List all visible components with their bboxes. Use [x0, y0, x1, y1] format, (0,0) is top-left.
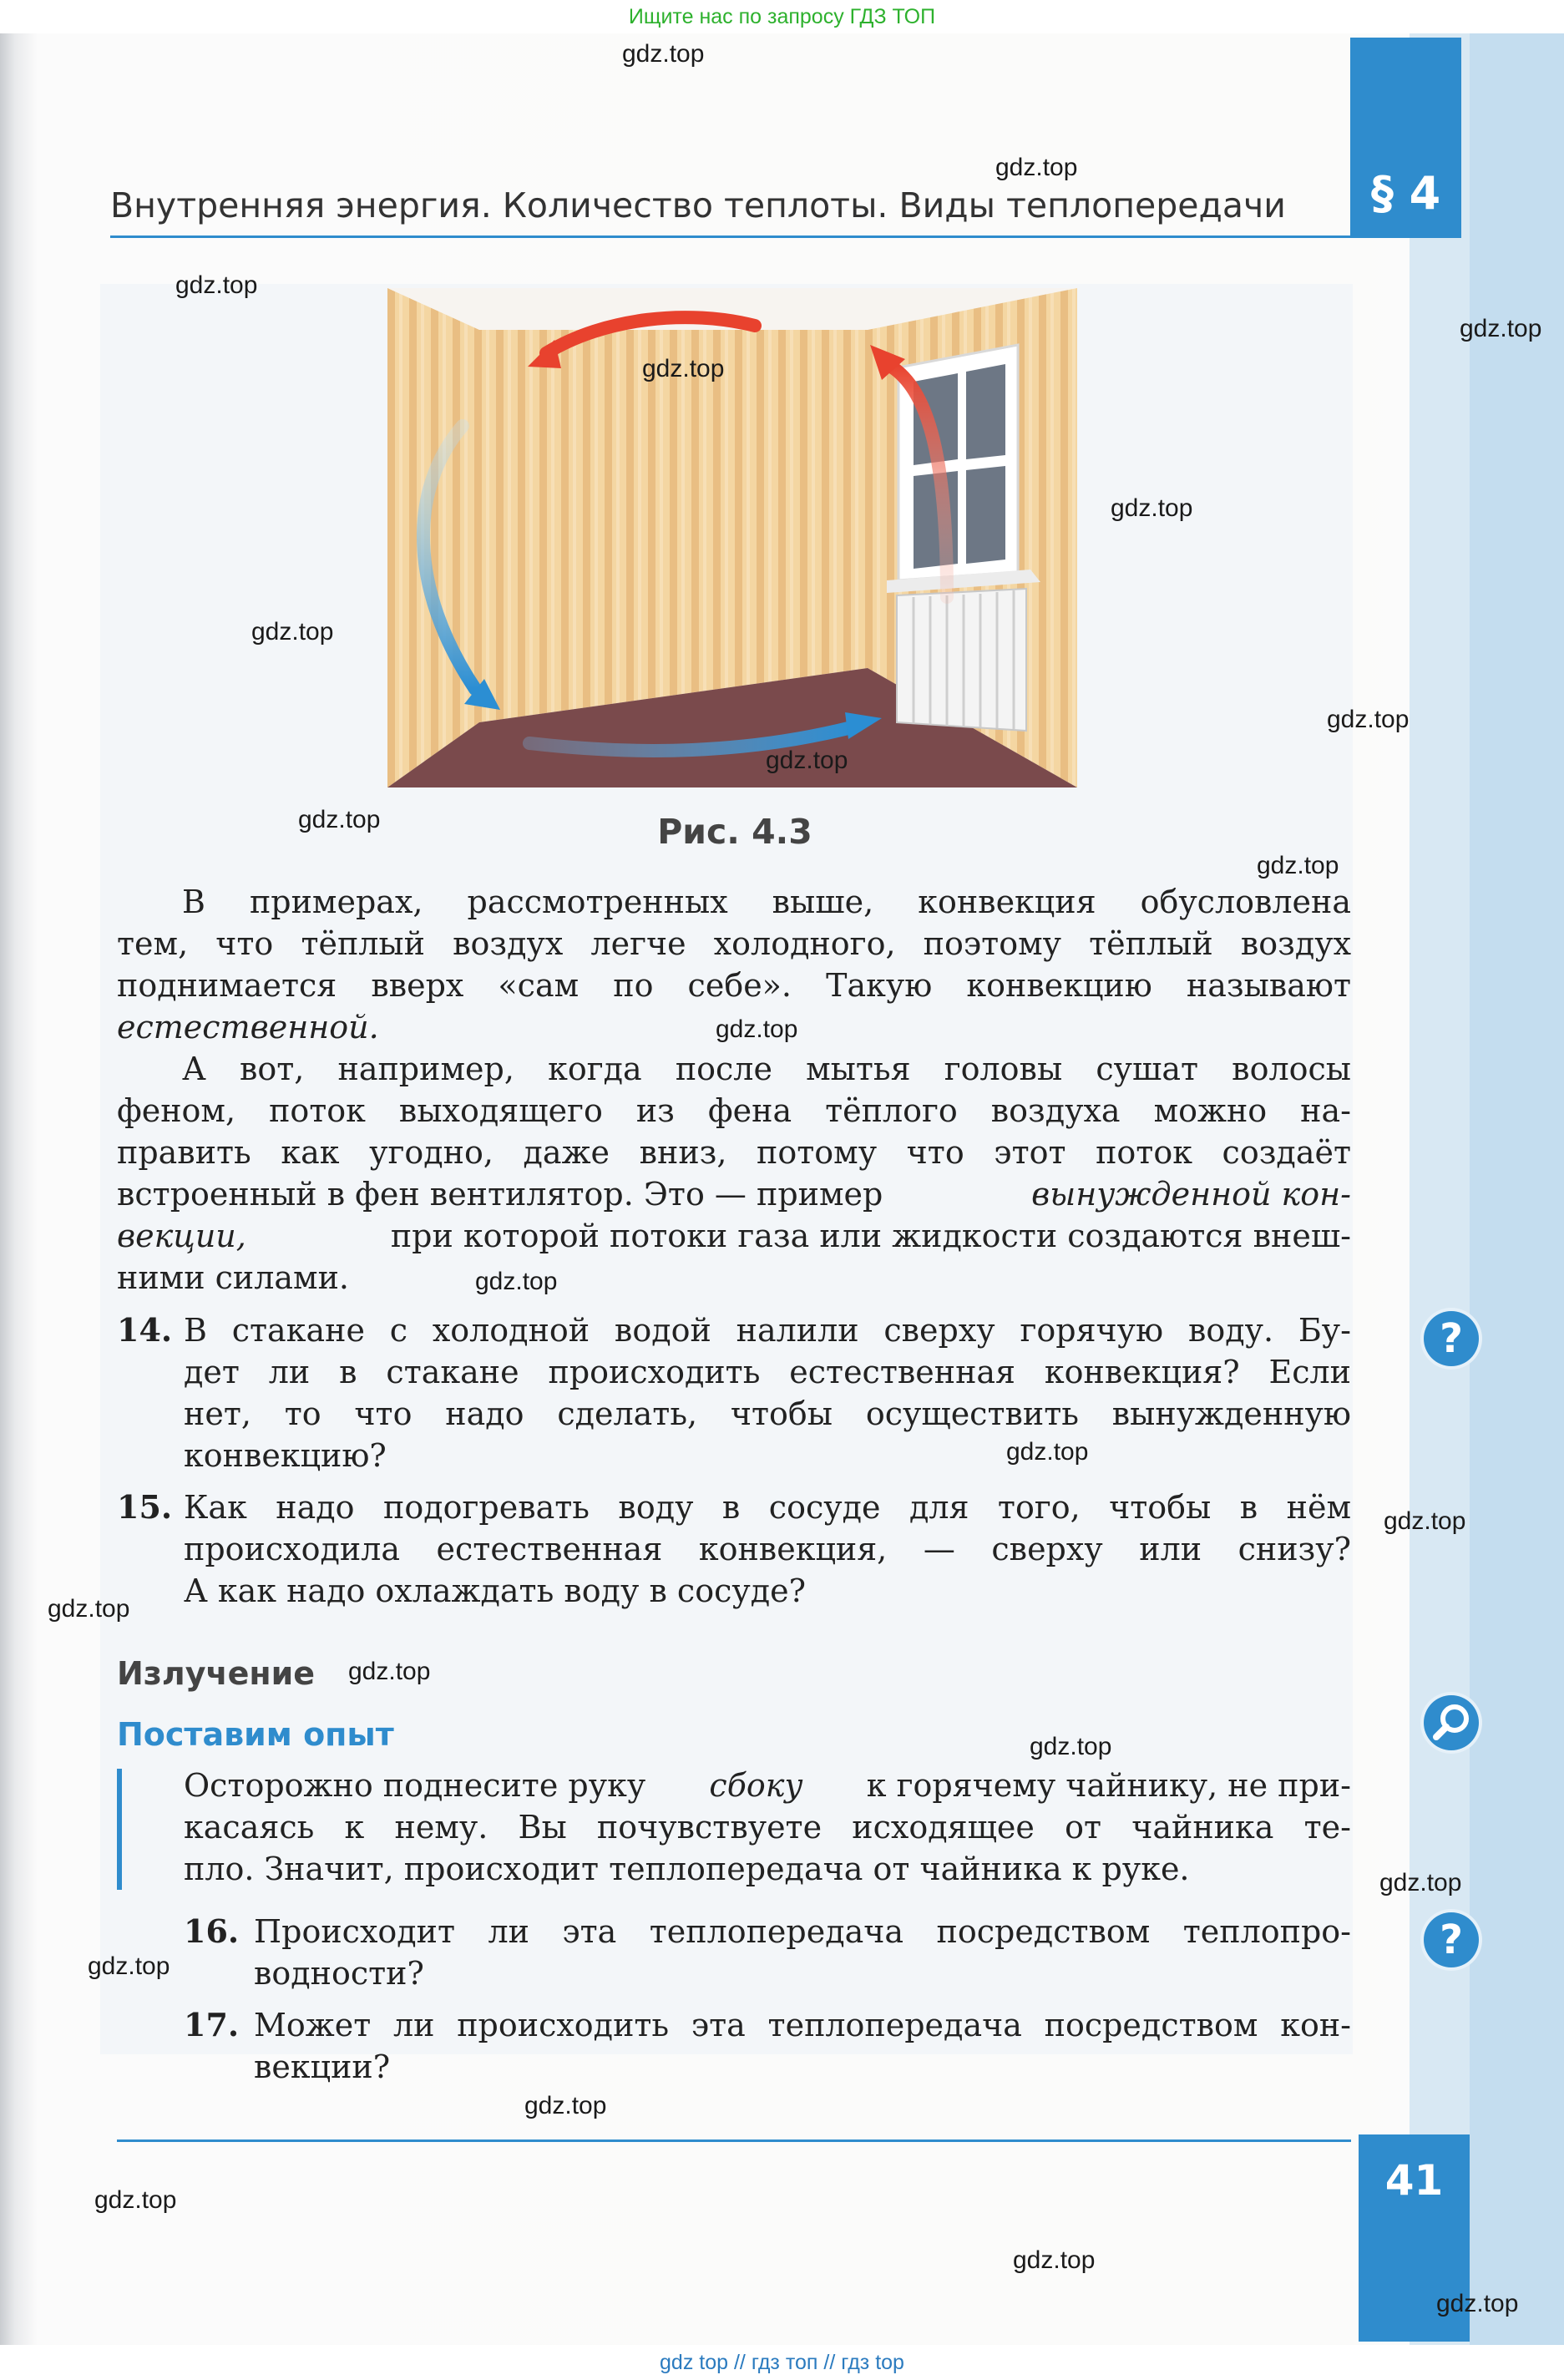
page-number: 41 — [1384, 2156, 1444, 2205]
text-span: встроенный в фен вентилятор. Это — пример — [117, 1176, 883, 1213]
section-tab — [1350, 38, 1461, 238]
footer-links[interactable]: gdz top // гдз топ // гдз top — [0, 2345, 1564, 2380]
question-number: 17. — [184, 2006, 240, 2043]
question-number: 14. — [117, 1311, 173, 1349]
bottom-divider — [117, 2139, 1351, 2142]
experiment-text — [184, 1765, 1351, 1890]
header-divider — [110, 235, 1350, 238]
text-span-italic: вынужденной кон- — [1031, 1176, 1351, 1213]
section-heading-radiation: Излучение — [117, 1655, 315, 1692]
watermark: gdz.top — [1030, 1733, 1112, 1760]
text-span: при которой потоки газа или жидкости создаются внеш- — [390, 1218, 1351, 1254]
watermark: gdz.top — [995, 154, 1078, 181]
text-line: касаясь к нему. Вы почувствуете исходящее от чайника те- — [184, 1809, 1351, 1846]
text-line: править как угодно, даже вниз, потому что этот поток создаёт — [117, 1134, 1351, 1171]
figure-caption: Рис. 4.3 — [657, 812, 812, 852]
watermark: gdz.top — [175, 271, 258, 299]
page-header-title: Внутренняя энергия. Количество теплоты. Виды теплопередачи — [110, 185, 1286, 225]
text-line: водности? — [254, 1955, 424, 1992]
text-line-italic: естественной. — [117, 1009, 379, 1046]
watermark: gdz.top — [1327, 706, 1410, 733]
text-line — [117, 1173, 1351, 1215]
watermark: gdz.top — [348, 1658, 431, 1685]
watermark: gdz.top — [1460, 315, 1542, 342]
watermark: gdz.top — [766, 747, 848, 774]
watermark: gdz.top — [475, 1268, 558, 1295]
text-span: Осторожно поднесите руку — [184, 1767, 646, 1804]
question-17 — [184, 2004, 1351, 2088]
watermark: gdz.top — [716, 1015, 798, 1043]
question-16 — [184, 1911, 1351, 1994]
question-icon: ? — [1424, 1311, 1479, 1366]
watermark: gdz.top — [1379, 1869, 1462, 1896]
text-line: феном, поток выходящего из фена тёплого воздуха можно на- — [117, 1092, 1351, 1129]
room-convection-figure — [387, 288, 1077, 787]
magnifier-icon — [1424, 1695, 1479, 1750]
question-icon: ? — [1424, 1912, 1479, 1967]
experiment-heading: Поставим опыт — [117, 1716, 394, 1753]
text-line: А вот, например, когда после мытья головы сушат волосы — [182, 1051, 1351, 1087]
experiment-bar — [117, 1769, 122, 1890]
watermark: gdz.top — [1111, 494, 1193, 522]
text-span-italic: векции, — [117, 1218, 246, 1254]
question-15 — [117, 1486, 1351, 1612]
text-line: Как надо подогревать воду в сосуде для того, чтобы в нём — [184, 1489, 1351, 1526]
text-line: Может ли происходить эта теплопередача посредством кон- — [254, 2007, 1351, 2043]
question-number: 15. — [117, 1488, 173, 1526]
text-line: Происходит ли эта теплопередача посредством теплопро- — [254, 1913, 1351, 1950]
watermark: gdz.top — [1013, 2246, 1096, 2274]
text-line: ними силами. — [117, 1259, 349, 1296]
watermark: gdz.top — [622, 40, 705, 68]
text-line: поднимается вверх «сам по себе». Такую конвекцию называют — [117, 967, 1351, 1004]
text-line: А как надо охлаждать воду в сосуде? — [184, 1572, 806, 1609]
text-line: В примерах, рассмотренных выше, конвекция обусловлена — [182, 884, 1351, 920]
text-line — [117, 1215, 1351, 1257]
watermark: gdz.top — [524, 2092, 607, 2119]
text-line — [184, 1765, 1351, 1806]
watermark: gdz.top — [642, 355, 725, 382]
text-line: происходила естественная конвекция, — сверху или снизу? — [184, 1531, 1351, 1567]
watermark: gdz.top — [94, 2186, 177, 2214]
watermark: gdz.top — [48, 1595, 130, 1623]
radiator — [897, 589, 1026, 731]
watermark: gdz.top — [1257, 852, 1339, 879]
watermark: gdz.top — [1436, 2290, 1519, 2317]
page-edge-strip-dark — [1470, 33, 1564, 2355]
text-line: пло. Значит, происходит теплопередача от чайника к руке. — [184, 1851, 1190, 1887]
text-line: тем, что тёплый воздух легче холодного, поэтому тёплый воздух — [117, 925, 1351, 962]
text-line: В стакане с холодной водой налили сверху горячую воду. Бу- — [184, 1312, 1351, 1349]
watermark: gdz.top — [251, 618, 334, 646]
text-span: к горячему чайнику, не при- — [866, 1767, 1351, 1804]
top-banner[interactable]: Ищите нас по запросу ГДЗ ТОП — [0, 0, 1564, 33]
section-number: § 4 — [1370, 167, 1441, 220]
text-line: нет, то что надо сделать, чтобы осуществить вынужденную — [184, 1395, 1351, 1432]
watermark: gdz.top — [88, 1952, 170, 1980]
question-number: 16. — [184, 1912, 240, 1950]
watermark: gdz.top — [1384, 1507, 1466, 1535]
watermark: gdz.top — [1006, 1438, 1089, 1466]
text-line: дет ли в стакане происходить естественная конвекция? Если — [184, 1354, 1351, 1390]
watermark: gdz.top — [298, 806, 381, 833]
question-14 — [117, 1309, 1351, 1476]
text-span-italic: сбоку — [709, 1767, 803, 1804]
paragraph-forced-convection — [117, 1048, 1351, 1299]
text-line: конвекцию? — [184, 1437, 387, 1474]
text-line: векции? — [254, 2048, 391, 2085]
